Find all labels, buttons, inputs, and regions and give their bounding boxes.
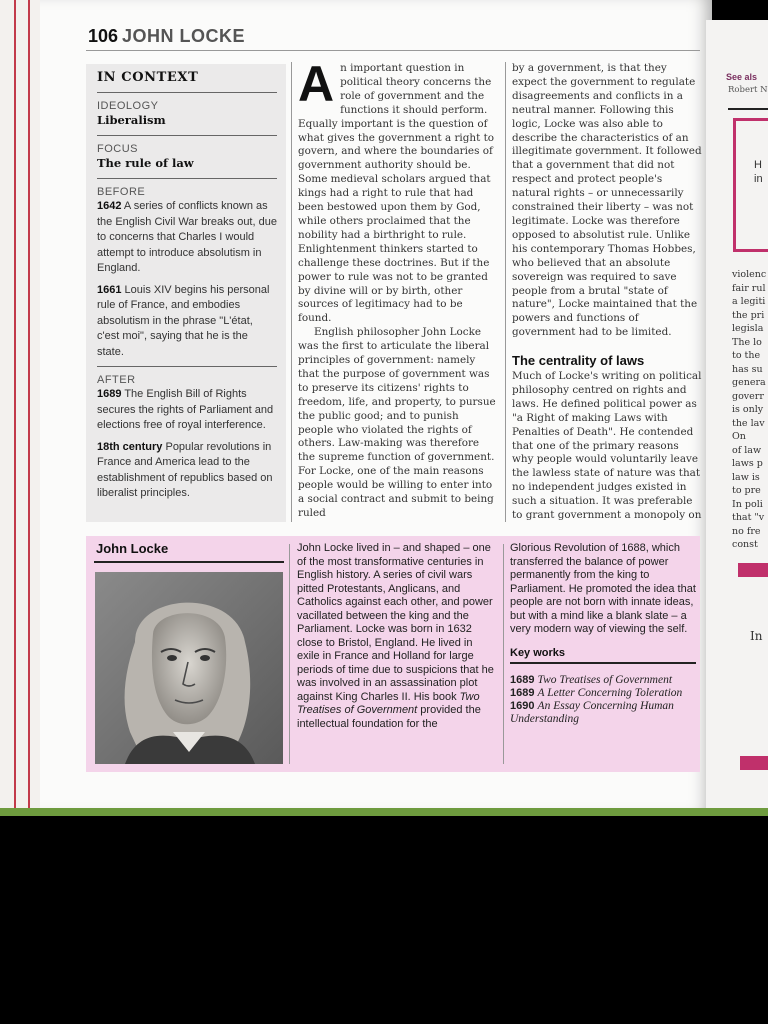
column-rule [291, 62, 292, 522]
biography-column-2 [510, 542, 696, 726]
key-work-item [510, 700, 696, 726]
timeline-year: 1642 [97, 200, 122, 212]
book-title: Two Treatises of Government [297, 690, 480, 716]
text-line: The lo [732, 336, 762, 348]
text-line: In poli [732, 498, 763, 510]
timeline-entry [97, 440, 277, 502]
quote-text: H [754, 159, 762, 171]
key-works-rule [510, 662, 696, 664]
facing-page-heading: In [750, 629, 763, 643]
biography-title: John Locke [96, 541, 169, 556]
ideology-value: Liberalism [97, 113, 166, 127]
text-line: law is [732, 471, 760, 483]
timeline-entry [97, 387, 277, 434]
timeline-text: Popular revolutions in France and America lead to the establishment of republics based on liberalist principles. [97, 440, 273, 499]
header-rule [86, 50, 700, 51]
book-cover-strip [0, 808, 768, 816]
quote-text: in [754, 173, 763, 185]
text-line: goverr [732, 390, 764, 402]
body-column-2 [512, 62, 702, 523]
section-heading: The centrality of laws [512, 353, 645, 369]
timeline-text: A series of conflicts known as the English Civil War breaks out, due to concerns that Charles I would attempt to introduce absolutism in England. [97, 200, 277, 274]
timeline-text: The English Bill of Rights secures the rights of Parliament and elections free of royal interference. [97, 388, 274, 431]
body-paragraph: n important question in political theory concerns the role of government and the functions it should perform. Equally important is the question of what gives the government a right to govern, and where the boundaries of government authority should be. Some medieval scholars argued that kings had a right to rule that had been bestowed upon them by God, while others proclaimed that the nobility had a birthright to rule. Enlightenment thinkers started to challenge these doctrines. But if the power to rule was not to be granted by divine will or by birth, other sources of legitimacy had to be found. [298, 62, 495, 325]
text-line: the lav [732, 417, 765, 429]
facing-page-column [732, 268, 766, 552]
text-line: violenc [732, 269, 767, 280]
text-line: of law [732, 444, 762, 456]
text-line: is only [732, 404, 764, 415]
ideology-label: IDEOLOGY [97, 100, 159, 112]
timeline-entry [97, 283, 277, 361]
column-rule [505, 62, 506, 522]
body-paragraph: Much of Locke's writing on political philosophy centred on rights and laws. He defined political power as "a Right of making Laws with Penalties of Death". He contended that one of the primary reasons why people would voluntarily leave the lawless state of nature was that no independent judges existed in such a situation. It was preferable to grant government a monopoly on [512, 370, 702, 522]
biography-column-1 [297, 542, 497, 731]
biography-text: Glorious Revolution of 1688, which transferred the balance of power permanently from the king to Parliament. He promoted the idea that people are not born with innate ideas, but with a mind like a blank slate – a very modern way of viewing the self. [510, 542, 696, 635]
text-line: legisla [732, 323, 764, 334]
quote-box [733, 118, 768, 252]
text-line: the pri [732, 309, 765, 321]
focus-label: FOCUS [97, 143, 138, 155]
key-work-title: An Essay Concerning Human Understanding [510, 699, 674, 725]
focus-value: The rule of law [97, 156, 194, 170]
text-line: to pre [732, 485, 761, 496]
pink-marker [738, 563, 768, 577]
biography-rule [94, 561, 284, 563]
in-context-panel [86, 64, 286, 522]
see-also-text: Robert N [728, 85, 768, 95]
text-line: no fre [732, 525, 761, 537]
text-line: fair rul [732, 282, 766, 294]
key-work-year: 1689 [510, 673, 535, 686]
key-works-title: Key works [510, 646, 566, 659]
timeline-year: 1689 [97, 388, 122, 400]
key-work-item [510, 674, 696, 687]
text-line: laws p [732, 458, 763, 469]
text-line: to the [732, 350, 761, 361]
text-line: const [732, 539, 758, 550]
timeline-year: 18th century [97, 440, 163, 453]
after-label: AFTER [97, 374, 136, 386]
timeline-year: 1661 [97, 283, 122, 296]
running-head: JOHN LOCKE [122, 26, 246, 46]
text-line: On [732, 431, 746, 442]
key-work-year: 1690 [510, 699, 535, 712]
body-paragraph: by a government, is that they expect the government to regulate disagreements and conflicts in a neutral manner. Following this logic, Locke was also able to describe the characteristics of an illegitimate government. It followed that a government that did not respect and protect people's natural rights – or unnecessarily constrained their liberty – was not legitimate. Locke was therefore opposed to absolutist rule. Unlike his contemporary Thomas Hobbes, who believed that an absolute sovereign was required to save people from a brutal "state of nature", Locke maintained that the powers and functions of government had to be limited. [512, 62, 702, 339]
biography-text: John Locke lived in – and shaped – one of the most transformative centuries in English history. A series of civil wars pitted Protestants, Anglicans, and Catholics against each other, and power vacillated between the king and the Parliament. Locke was born in 1632 close to Bristol, England. He lived in exile in France and Holland for large periods of time due to suspicions that he was involved in an assassination plot against King Charles II. His book [297, 542, 494, 703]
key-work-item [510, 687, 696, 700]
john-locke-portrait [95, 572, 283, 764]
page-edge-line [28, 0, 30, 812]
see-also-label: See als [726, 72, 758, 82]
text-line: that "v [732, 512, 765, 523]
key-work-year: 1689 [510, 686, 535, 699]
key-work-title: A Letter Concerning Toleration [537, 686, 683, 699]
text-line: a legiti [732, 296, 766, 307]
text-line: has su [732, 363, 763, 375]
body-column-1 [298, 56, 496, 521]
divider [97, 135, 277, 136]
biography-text: provided the intellectual foundation for the [297, 704, 481, 730]
timeline-entry [97, 199, 277, 277]
divider [97, 92, 277, 93]
divider [97, 178, 277, 179]
divider [97, 366, 277, 367]
timeline-text: Louis XIV begins his personal rule of France, and embodies absolutism in the phrase "L'état, c'est moi", saying that he is the state. [97, 283, 270, 358]
divider [728, 108, 768, 110]
pink-marker [740, 756, 768, 770]
before-label: BEFORE [97, 186, 146, 198]
column-rule [289, 544, 290, 764]
in-context-title: IN CONTEXT [97, 70, 199, 85]
body-paragraph: English philosopher John Locke was the first to articulate the liberal principles of government: namely that the purpose of government was to preserve its citizens' rights to freedom, life, and property, to pursue the public good; and to punish people who violated the rights of others. Law-making was therefore the supreme function of government. For Locke, one of the main reasons people would be willing to enter into a social contract and submit to being ruled [298, 326, 496, 519]
drop-cap: A [298, 56, 335, 112]
text-line: genera [732, 377, 766, 388]
page-edge-line [14, 0, 16, 812]
key-work-title: Two Treatises of Government [537, 673, 673, 686]
page-number: 106 [88, 26, 119, 46]
column-rule [503, 544, 504, 764]
book-left-edge [0, 0, 45, 812]
